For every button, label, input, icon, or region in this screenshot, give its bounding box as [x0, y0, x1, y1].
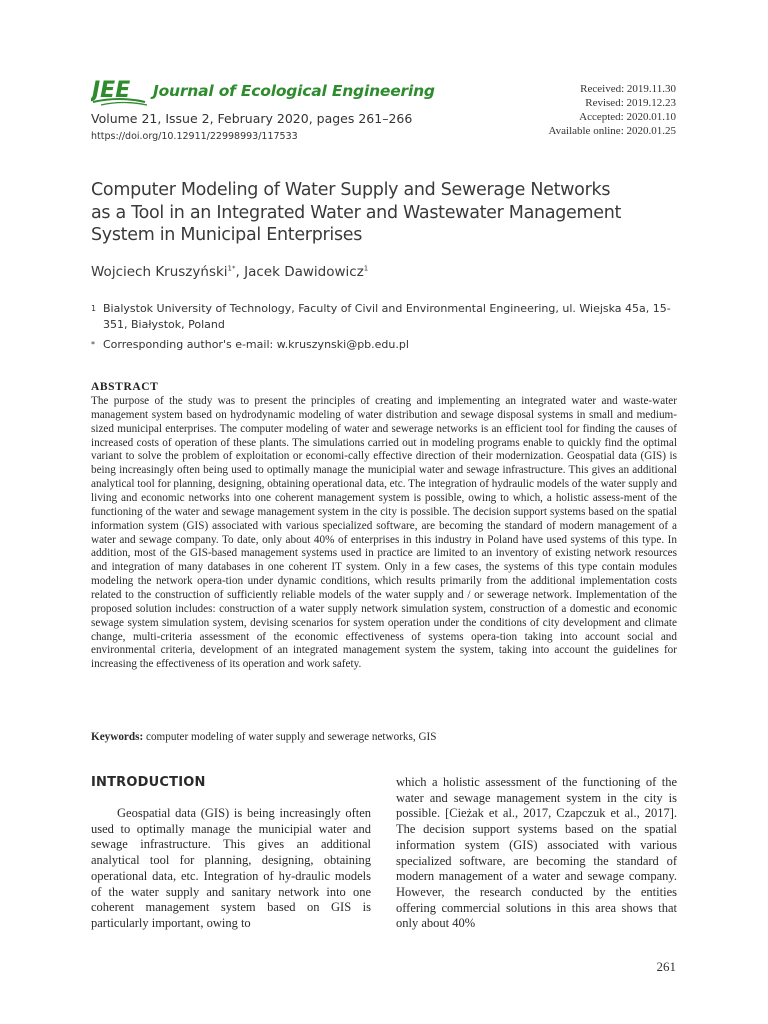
- abstract-text: The purpose of the study was to present the principles of creating and implementing an integrated water and waste-water management system based on hydrodynamic modeling of water distribution and sewage disposal systems in small and medium-sized municipal enterprises. The computer modeling of water and sewerage networks is an efficient tool for finding the causes of increased costs of operation of these plants. The simulations carried out in modeling programs enable to quickly find the optimal variant to solve the problem of exploitation or economi-cally effective direction of their modernization. Geospatial data (GIS) is being increasingly often being used to optimally manage the municipial water and sewage infrastructure. This gives an additional analytical tool for planning, designing, obtaining operational data, etc. The integration of hydraulic models of the water supply and living and economic networks into one coherent management system is possible, owing to which, a holistic assess-ment of the functioning of the water and sewage management system in the city is possible. The decision support systems based on the spatial information system (GIS) associated with various specialized software, are becoming the standard of modern management of a water and sewage company. To date, only about 40% of enterprises in this industry in Poland have used systems of this type. In addition, most of the GIS-based management systems used in practice are limited to an inventory of existing network resources and integration of many databases in one coherent IT system. Only in a few cases, the systems of this type contain modules modeling the network opera-tion under dynamic conditions, which results primarily from the additional implementation costs related to the construction of sufficiently reliable models of the water supply and / or sewerage network. Implementation of the proposed solution includes: construction of a water supply network simulation system, construction of a domestic and economic sewage system simulation system, devising scenarios for system operation under the conditions of city development and climate change, multi-criteria assessment of the economic effectiveness of systems opera-tion taking into account social and environmental criteria, development of an integrated management system the system, taking into account the guidelines for increasing the effectiveness of its operation and work safety.: [91, 395, 677, 671]
- affiliation-item: [91, 337, 681, 353]
- journal-logo: [91, 78, 149, 106]
- abstract-heading: ABSTRACT: [91, 381, 159, 393]
- available-online-date: Available online: 2020.01.25: [548, 125, 676, 137]
- keywords-text: computer modeling of water supply and sewerage networks, GIS: [143, 731, 437, 743]
- logo-text: JEE: [92, 78, 131, 103]
- article-dates: [549, 82, 677, 138]
- title-line: Computer Modeling of Water Supply and Sewerage Networks: [91, 180, 611, 200]
- keywords: [91, 731, 677, 743]
- author-name: Wojciech Kruszyński: [91, 264, 228, 280]
- volume-line: Volume 21, Issue 2, February 2020, pages 261–266: [91, 111, 413, 126]
- author-affiliation-mark: 1: [363, 264, 369, 273]
- author-name: Jacek Dawidowicz: [244, 264, 364, 280]
- author-affiliation-mark: 1*: [227, 264, 236, 273]
- introduction-right-column: which a holistic assessment of the functioning of the water and sewage management system in the city is possible. [Cieżak et al., 2017, Czapczuk et al., 2017]. The decision support systems based on the spatial information system (GIS) associated with various specialized software, are becoming the standard of modern management of a water and sewage company. However, the research conducted by the entities offering commercial solutions in this area shows that only about 40%: [396, 775, 677, 931]
- journal-name: Journal of Ecological Engineering: [153, 82, 435, 100]
- corresponding-author-email: Corresponding author's e-mail: w.kruszynski@pb.edu.pl: [103, 338, 409, 351]
- doi-link[interactable]: https://doi.org/10.12911/22998993/117533: [91, 131, 298, 142]
- affiliation-mark: 1: [91, 304, 97, 313]
- author-list: Wojciech Kruszyński$^{1*}$, Jacek Dawidowicz$^1$: [91, 264, 369, 280]
- introduction-heading: INTRODUCTION: [91, 775, 206, 790]
- introduction-left-column: Geospatial data (GIS) is being increasingly often used to optimally manage the municipial water and sewage infrastructure. This gives an additional analytical tool for planning, designing, obtaining operational data, etc. Integration of hy-draulic models of the water supply and sanitary network into one coherent management system based on GIS is particularly important, owing to: [91, 806, 371, 930]
- page-number: 261: [656, 959, 676, 974]
- affiliation-item: [91, 301, 681, 332]
- accepted-date: Accepted: 2020.01.10: [579, 111, 676, 123]
- revised-date: Revised: 2019.12.23: [585, 97, 676, 109]
- affiliation-mark: *: [91, 340, 95, 349]
- title-line: System in Municipal Enterprises: [91, 225, 363, 245]
- keywords-label: Keywords:: [91, 731, 144, 743]
- title-line: as a Tool in an Integrated Water and Wastewater Management: [91, 202, 622, 223]
- article-title: [91, 179, 691, 247]
- affiliation-text: Bialystok University of Technology, Faculty of Civil and Environmental Engineering, ul. Wiejska 45a, 15-351, Białystok, Poland: [103, 302, 671, 331]
- received-date: Received: 2019.11.30: [580, 83, 676, 95]
- affiliations: [91, 301, 681, 358]
